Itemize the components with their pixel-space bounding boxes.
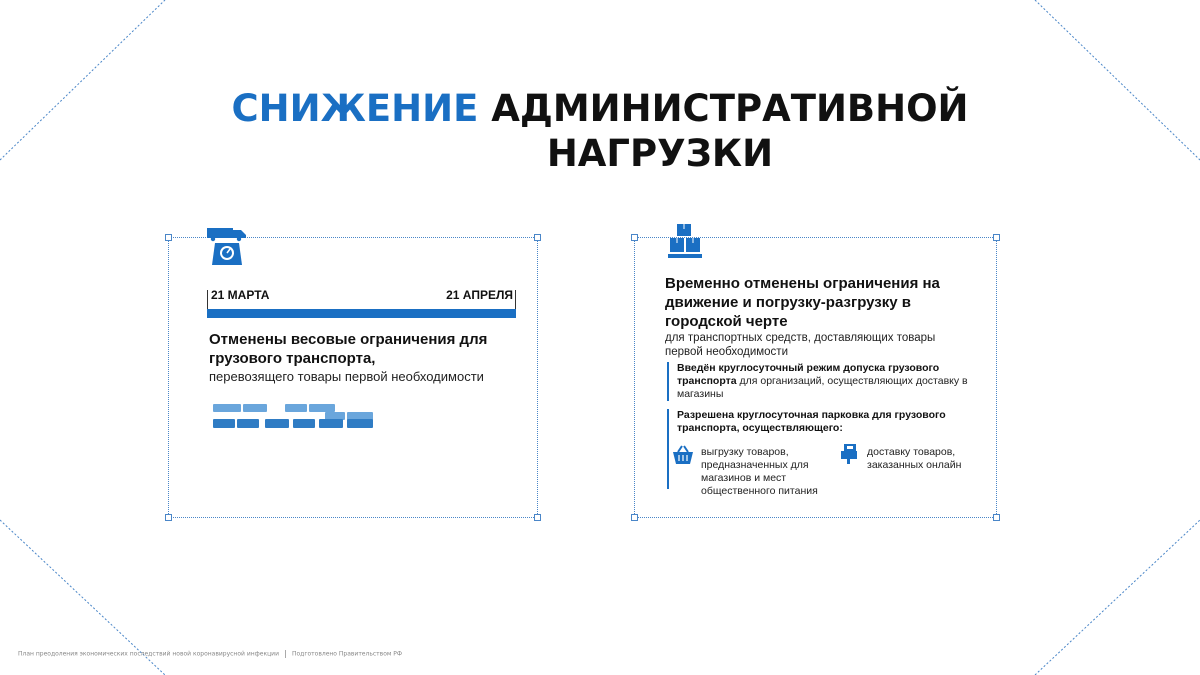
corner-handle bbox=[165, 234, 172, 241]
corner-handle bbox=[993, 514, 1000, 521]
date-start: 21 МАРТА bbox=[211, 288, 270, 302]
title-line1: АДМИНИСТРАТИВНОЙ bbox=[491, 87, 969, 130]
footer-separator bbox=[285, 650, 286, 658]
online-order-icon bbox=[839, 444, 859, 464]
city-restrictions-card bbox=[634, 237, 997, 518]
truck-scale-icon bbox=[207, 228, 251, 266]
city-subtext: для транспортных средств, доставляющих товары первой необходимости bbox=[665, 332, 936, 358]
bullet2-bold: Разрешена круглосуточная парковка для грузового транспорта, осуществляющего: bbox=[677, 409, 946, 434]
city-heading: Временно отменены ограничения на движение и погрузку-разгрузку в городской черте bbox=[665, 275, 940, 330]
title-accent: СНИЖЕНИЕ bbox=[231, 87, 479, 130]
footer-right: Подготовлено Правительством РФ bbox=[292, 650, 403, 658]
round-the-clock-access-note bbox=[667, 362, 977, 401]
weight-restrictions-card bbox=[168, 237, 538, 518]
bullet1-rest: для организаций, осуществляющих доставку в магазины bbox=[677, 375, 968, 400]
corner-handle bbox=[993, 234, 1000, 241]
footer-left: План преодоления экономических последствий новой коронавирусной инфекции bbox=[18, 650, 279, 658]
bullet1-bold: Введён круглосуточный режим допуска грузового транспорта bbox=[677, 362, 940, 387]
corner-handle bbox=[631, 514, 638, 521]
weight-heading: Отменены весовые ограничения для грузового транспорта, bbox=[209, 331, 488, 367]
footer bbox=[18, 650, 402, 658]
online-item-text: доставку товаров, заказанных онлайн bbox=[867, 446, 962, 471]
corner-handle bbox=[165, 514, 172, 521]
page-title bbox=[0, 86, 1200, 176]
corner-handle bbox=[534, 514, 541, 521]
title-line2: НАГРУЗКИ bbox=[546, 132, 774, 175]
corner-handle bbox=[534, 234, 541, 241]
freight-train-icons bbox=[213, 404, 383, 434]
date-end: 21 АПРЕЛЯ bbox=[446, 288, 513, 302]
boxes-icon bbox=[668, 224, 702, 260]
timeline-bar bbox=[207, 309, 516, 318]
corner-handle bbox=[631, 234, 638, 241]
basket-item-text: выгрузку товаров, предназначенных для магазинов и мест общественного питания bbox=[701, 446, 818, 497]
shopping-basket-icon bbox=[672, 445, 694, 465]
weight-subtext: перевозящего товары первой необходимости bbox=[209, 369, 484, 384]
